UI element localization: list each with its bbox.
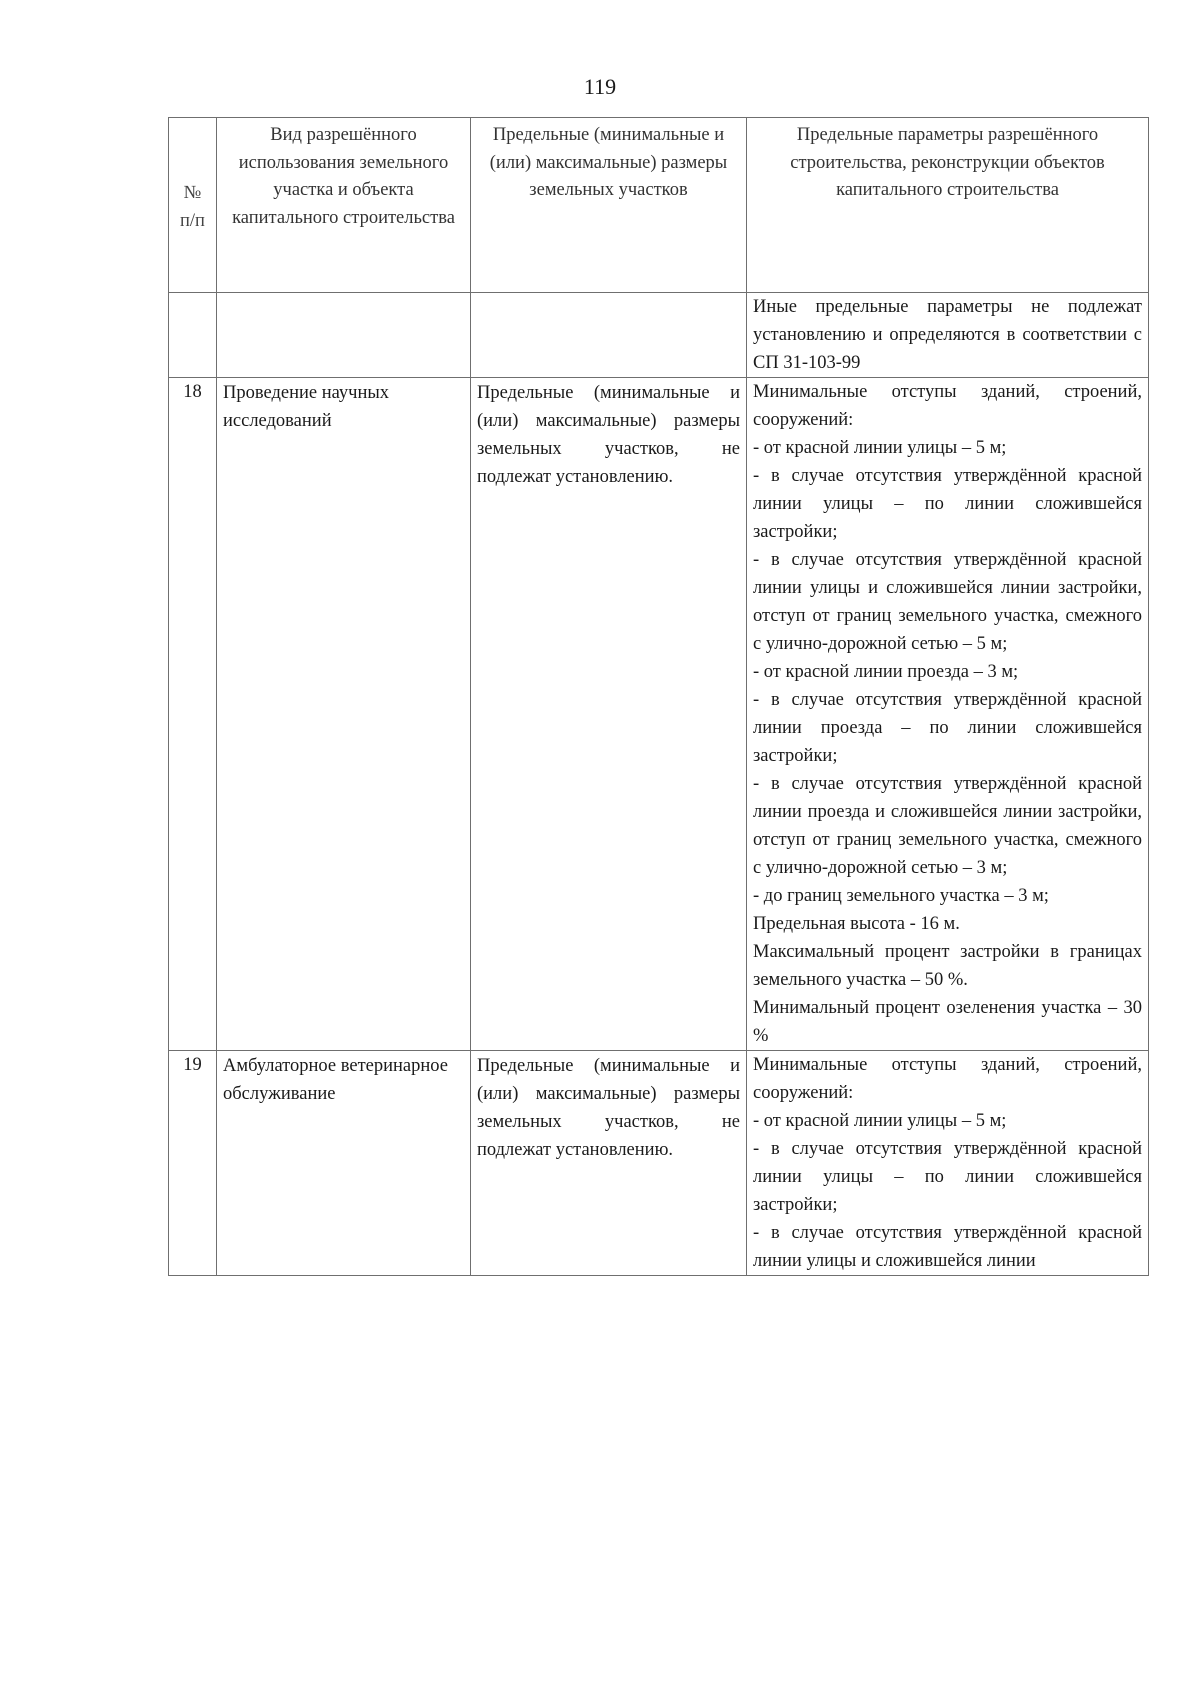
row-params-cell xyxy=(747,1051,1149,1276)
param-line: - в случае отсутствия утверждённой красной линии проезда и сложившейся линии застройки, отступ от границ земельного участка, смежного с улично-дорожной сетью – 3 м; xyxy=(753,774,1142,878)
row-use: Проведение научных исследований xyxy=(223,383,390,431)
param-line: - от красной линии проезда – 3 м; xyxy=(753,662,1019,682)
row-num-cell xyxy=(169,293,217,378)
param-line: Максимальный процент застройки в границах земельного участка – 50 %. xyxy=(753,942,1142,990)
row-params-cell xyxy=(747,293,1149,378)
table-header-row xyxy=(169,118,1149,293)
param-line: - от красной линии улицы – 5 м; xyxy=(753,438,1007,458)
param-line: Минимальные отступы зданий, строений, сооружений: xyxy=(753,1055,1142,1103)
param-line: - от красной линии улицы – 5 м; xyxy=(753,1111,1007,1131)
header-use-label: Вид разрешённого использования земельного участка и объекта капитального строительства xyxy=(232,125,455,228)
row-num: 19 xyxy=(183,1055,202,1075)
row-num-cell xyxy=(169,1051,217,1276)
row-size: Предельные (минимальные и (или) максимальные) размеры земельных участков, не подлежат установлению. xyxy=(477,383,740,487)
header-num xyxy=(169,118,217,293)
page-number: 119 xyxy=(583,74,617,99)
row-size: Предельные (минимальные и (или) максимальные) размеры земельных участков, не подлежат установлению. xyxy=(477,1056,740,1160)
row-size-cell xyxy=(471,293,747,378)
row-use-cell xyxy=(217,378,471,1051)
param-line: Минимальный процент озеленения участка – 30 % xyxy=(753,998,1142,1046)
header-size xyxy=(471,118,747,293)
param-line: - в случае отсутствия утверждённой красной линии улицы и сложившейся линии xyxy=(753,1223,1142,1271)
header-params xyxy=(747,118,1149,293)
table-row-19 xyxy=(169,1051,1149,1276)
param-line: Минимальные отступы зданий, строений, сооружений: xyxy=(753,382,1142,430)
row-use-cell xyxy=(217,293,471,378)
row-size-cell xyxy=(471,378,747,1051)
header-size-label: Предельные (минимальные и (или) максимальные) размеры земельных участков xyxy=(489,125,728,200)
row-size-cell xyxy=(471,1051,747,1276)
row-params-cell xyxy=(747,378,1149,1051)
regulations-table xyxy=(168,117,1149,1276)
table-row-continued xyxy=(169,293,1149,378)
row-use-cell xyxy=(217,1051,471,1276)
header-use xyxy=(217,118,471,293)
param-line: - в случае отсутствия утверждённой красной линии улицы – по линии сложившейся застройки; xyxy=(753,466,1142,542)
param-line: Иные предельные параметры не подлежат установлению и определяются в соответствии с СП 31-103-99 xyxy=(753,297,1142,373)
row-use: Амбулаторное ветеринарное обслуживание xyxy=(223,1056,448,1104)
param-line: - в случае отсутствия утверждённой красной линии проезда – по линии сложившейся застройки; xyxy=(753,690,1142,766)
row-num-cell xyxy=(169,378,217,1051)
header-params-label: Предельные параметры разрешённого строительства, реконструкции объектов капитального строительства xyxy=(790,125,1105,200)
param-line: Предельная высота - 16 м. xyxy=(753,914,960,934)
header-num-label: № п/п xyxy=(180,183,205,231)
param-line: - в случае отсутствия утверждённой красной линии улицы – по линии сложившейся застройки; xyxy=(753,1139,1142,1215)
param-line: - до границ земельного участка – 3 м; xyxy=(753,886,1049,906)
table-row-18 xyxy=(169,378,1149,1051)
param-line: - в случае отсутствия утверждённой красной линии улицы и сложившейся линии застройки, отступ от границ земельного участка, смежного с улично-дорожной сетью – 5 м; xyxy=(753,550,1142,654)
row-num: 18 xyxy=(183,382,202,402)
